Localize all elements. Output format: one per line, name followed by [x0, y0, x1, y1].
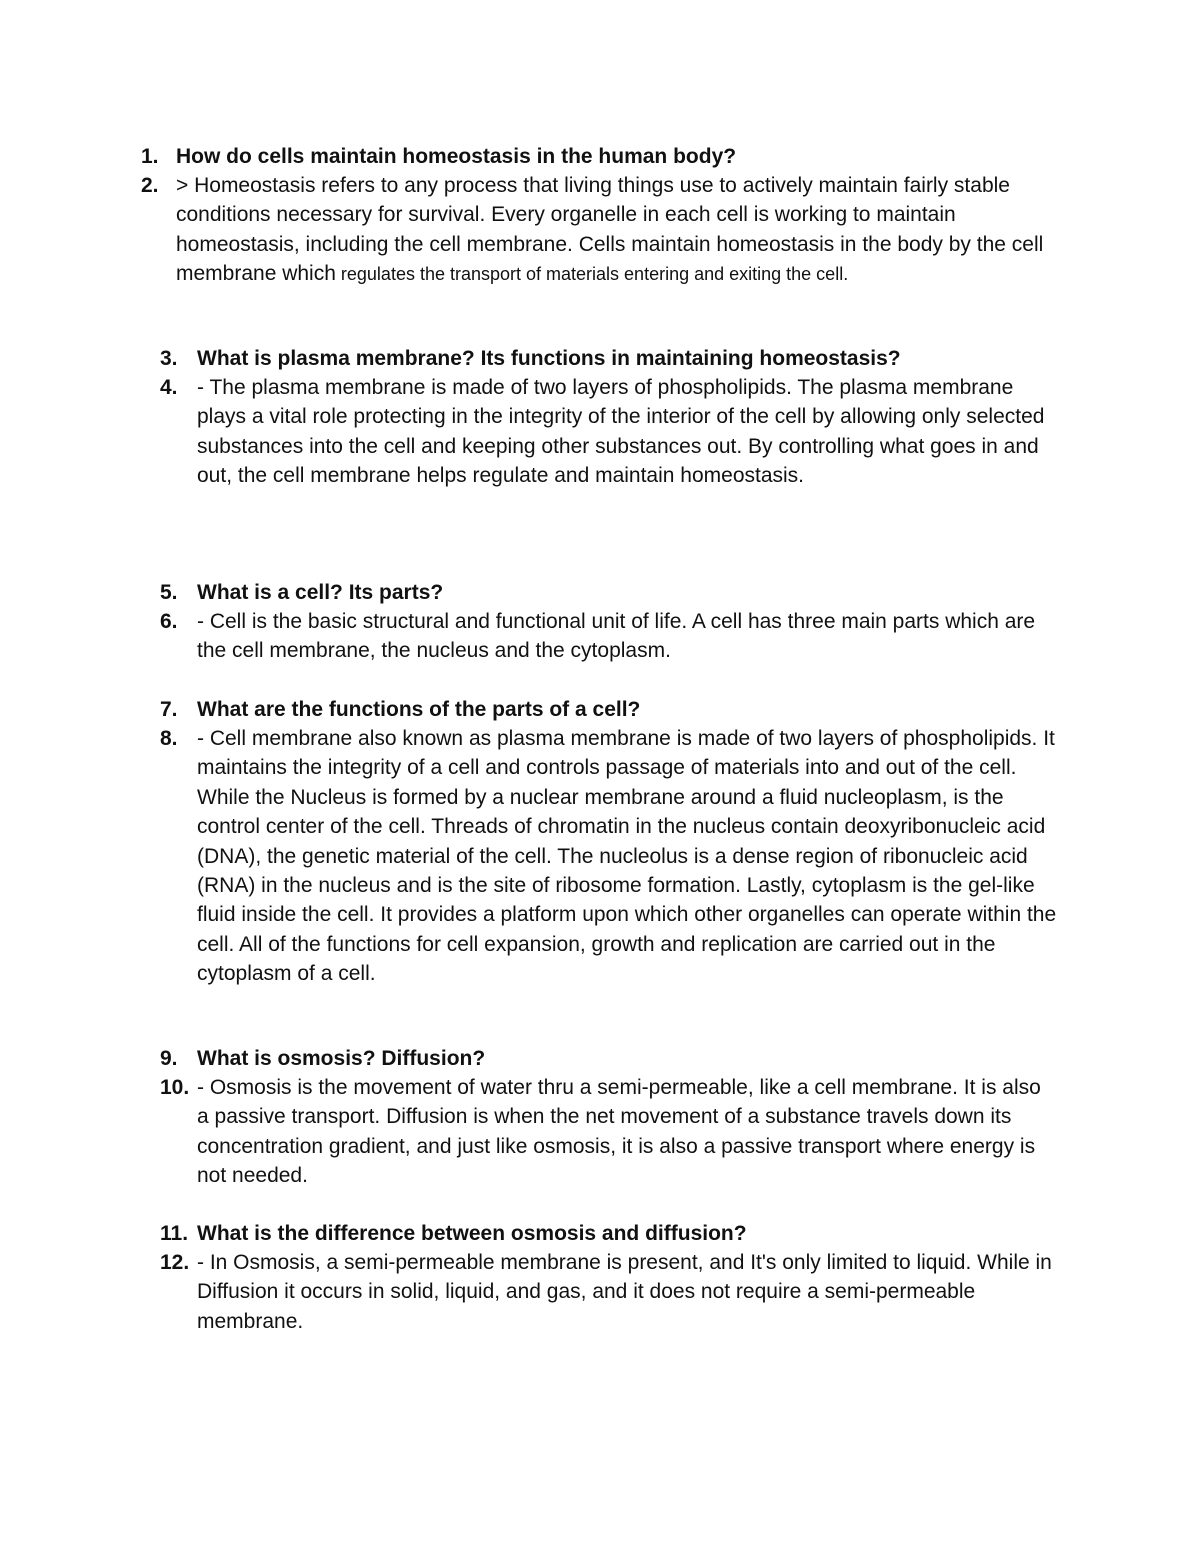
item-number: 6.	[160, 610, 178, 633]
answer-text: - In Osmosis, a semi-permeable membrane is present, and It's only limited to liquid. While in Diffusion it occurs in solid, liquid, and gas, and it does not require a semi-permeable membrane.	[197, 1251, 1052, 1333]
item-number: 8.	[160, 727, 178, 750]
question-text: What is a cell? Its parts?	[197, 581, 444, 604]
question-text: How do cells maintain homeostasis in the human body?	[176, 145, 737, 168]
answer-text: - The plasma membrane is made of two layers of phospholipids. The plasma membrane plays a vital role protecting in the integrity of the interior of the cell by allowing only selected substances into the cell and keeping other substances out. By controlling what goes in and out, the cell membrane helps regulate and maintain homeostasis.	[197, 376, 1045, 488]
item-number: 1.	[141, 145, 159, 168]
item-number: 12.	[160, 1251, 190, 1274]
item-number: 7.	[160, 698, 178, 721]
question-text: What is plasma membrane? Its functions in maintaining homeostasis?	[197, 347, 901, 370]
item-number: 11.	[160, 1222, 189, 1245]
answer-text: - Osmosis is the movement of water thru a semi-permeable, like a cell membrane. It is also a passive transport. Diffusion is when the net movement of a substance travels down its concentration gradient, and just like osmosis, it is also a passive transport where energy is not needed.	[197, 1076, 1041, 1188]
answer-text	[176, 171, 1056, 290]
item-number: 9.	[160, 1047, 178, 1070]
answer-text: - Cell is the basic structural and functional unit of life. A cell has three main parts which are the cell membrane, the nucleus and the cytoplasm.	[197, 610, 1036, 663]
item-number: 4.	[160, 376, 178, 399]
question-text: What is the difference between osmosis and diffusion?	[197, 1222, 747, 1245]
item-number: 10.	[160, 1076, 190, 1099]
answer-text: - Cell membrane also known as plasma membrane is made of two layers of phospholipids. It maintains the integrity of a cell and controls passage of materials into and out of the cell. While the Nucleus is formed by a nuclear membrane around a fluid nucleoplasm, is the control center of the cell. Threads of chromatin in the nucleus contain deoxyribonucleic acid (DNA), the genetic material of the cell. The nucleolus is a dense region of ribonucleic acid (RNA) in the nucleus and is the site of ribosome formation. Lastly, cytoplasm is the gel-like fluid inside the cell. It provides a platform upon which other organelles can operate within the cell. All of the functions for cell expansion, growth and replication are carried out in the cytoplasm of a cell.	[197, 727, 1057, 986]
question-text: What are the functions of the parts of a cell?	[197, 698, 641, 721]
answer-text-main: > Homeostasis refers to any process that living things use to actively maintain fairly stable conditions necessary for survival. Every organelle in each cell is working to maintain homeostasis, including the cell membrane. Cells maintain homeostasis in the body by the cell membrane which	[176, 174, 1044, 286]
item-number: 2.	[141, 174, 159, 197]
item-number: 3.	[160, 347, 178, 370]
item-number: 5.	[160, 581, 178, 604]
question-text: What is osmosis? Diffusion?	[197, 1047, 486, 1070]
answer-text-small: regulates the transport of materials entering and exiting the cell.	[335, 264, 849, 285]
